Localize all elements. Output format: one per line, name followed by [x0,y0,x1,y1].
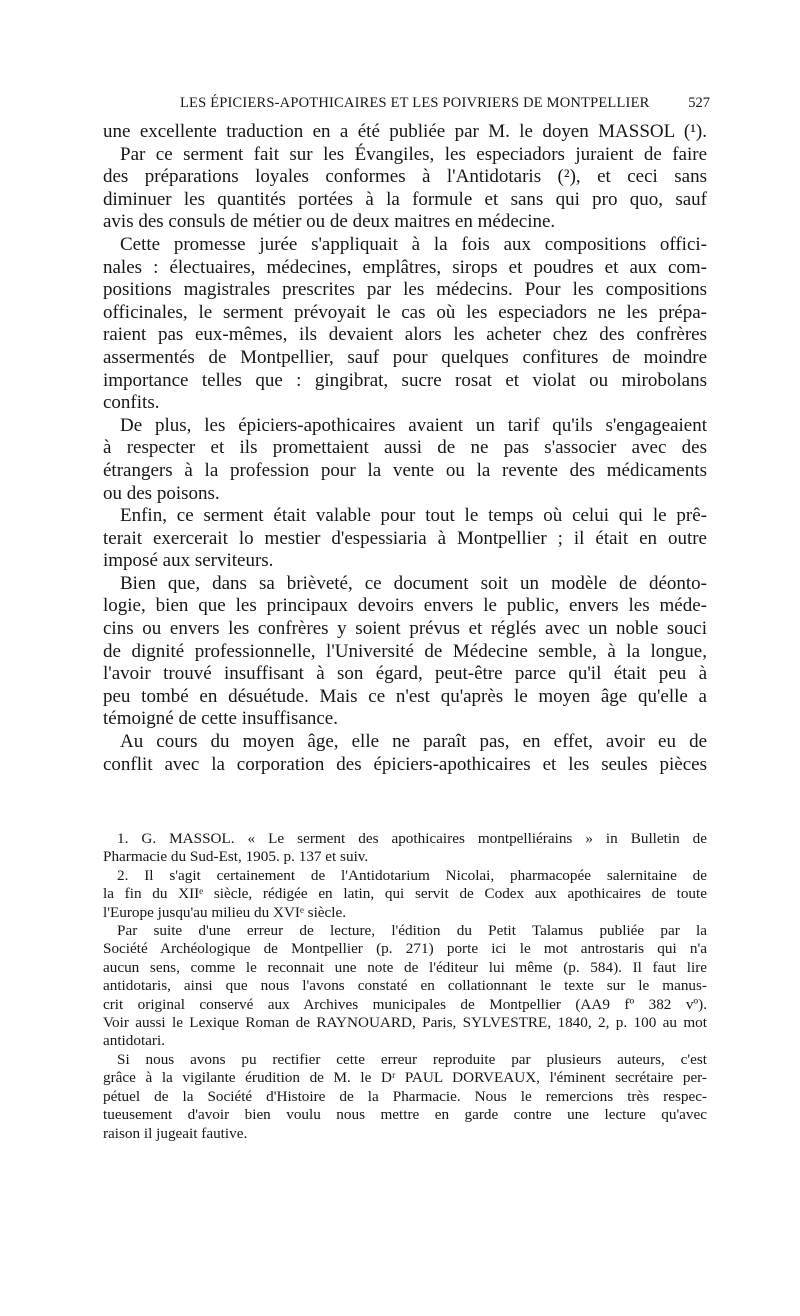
body-line: des préparations loyales conformes à l'Antidotaris (²), et ceci sans [103,166,707,188]
footnote-line: Voir aussi le Lexique Roman de RAYNOUARD, Paris, SYLVESTRE, 1840, 2, p. 100 au mot [103,1014,707,1032]
body-line: nales : électuaires, médecines, emplâtres, sirops et poudres et aux com- [103,256,707,278]
body-line: l'avoir trouvé insuffisant à son égard, peut-être parce qu'il était peu à [103,663,707,685]
running-header [140,95,710,119]
body-line: raient pas eux-mêmes, ils devaient alors les acheter chez des confrères [103,324,707,346]
body-line: ou des poisons. [103,482,220,504]
footnote-line: 2. Il s'agit certainement de l'Antidotarium Nicolai, pharmacopée salernitaine de [117,866,707,884]
footnote-line: antidotaris, ainsi que nous l'avons constaté en collationnant le texte sur le manus- [103,977,707,995]
body-line: De plus, les épiciers-apothicaires avaient un tarif qu'ils s'engageaient [120,414,707,436]
body-line: assermentés de Montpellier, sauf pour quelques confitures de moindre [103,346,707,368]
footnote-line: l'Europe jusqu'au milieu du XVIᵉ siècle. [103,903,347,921]
body-line: conflit avec la corporation des épiciers-apothicaires et les seules pièces [103,753,707,775]
footnote-line: Par suite d'une erreur de lecture, l'édition du Petit Talamus publiée par la [117,922,707,940]
footnote-line: la fin du XIIᵉ siècle, rédigée en latin, qui servit de Codex aux apothicaires de toute [103,885,707,903]
body-line: logie, bien que les principaux devoirs envers le public, envers les méde- [103,595,707,617]
body-line: importance telles que : gingibrat, sucre rosat et violat ou mirobolans [103,369,707,391]
footnote-line: grâce à la vigilante érudition de M. le Dʳ PAUL DORVEAUX, l'éminent secrétaire per- [103,1069,707,1087]
footnote-line: aucun sens, comme le reconnait une note de l'éditeur lui même (p. 584). Il faut lire [103,958,707,976]
body-line: témoigné de cette insuffisance. [103,708,338,730]
body-line: peu tombé en désuétude. Mais ce n'est qu'après le moyen âge qu'elle a [103,685,707,707]
footnote-line: antidotari. [103,1032,165,1050]
body-line: Par ce serment fait sur les Évangiles, les especiadors juraient de faire [120,143,707,165]
footnotes [103,830,707,1143]
body-line: une excellente traduction en a été publiée par M. le doyen MASSOL (¹). [103,121,707,142]
body-line: avis des consuls de métier ou de deux maitres en médecine. [103,211,556,233]
body-line: terait exercerait lo mestier d'espessiaria à Montpellier ; il était en outre [103,527,707,549]
body-line: Bien que, dans sa brièveté, ce document soit un modèle de déonto- [120,572,707,594]
footnote-line: Société Archéologique de Montpellier (p. 271) porte ici le mot antrostaris qui n'a [103,940,707,958]
body-text [103,121,707,776]
footnote-line: Si nous avons pu rectifier cette erreur reproduite par plusieurs auteurs, c'est [117,1050,707,1068]
footnote-line: raison il jugeait fautive. [103,1124,248,1142]
body-line: officinales, le serment prévoyait le cas où les especiadors ne les prépa- [103,301,707,323]
body-line: diminuer les quantités portées à la formule et sans qui pro quo, sauf [103,188,707,210]
body-line: Cette promesse jurée s'appliquait à la fois aux compositions offici- [120,233,707,255]
body-line: positions magistrales prescrites par les médecins. Pour les compositions [103,279,707,301]
body-line: cins ou envers les confrères y soient prévus et réglés avec un noble souci [103,618,707,640]
body-line: de dignité professionnelle, l'Université de Médecine semble, à la longue, [103,640,707,662]
body-line: confits. [103,392,160,414]
footnote-line: 1. G. MASSOL. « Le serment des apothicaires montpelliérains » in Bulletin de [117,830,707,847]
body-line: imposé aux serviteurs. [103,550,274,572]
footnote-line: pétuel de la Société d'Histoire de la Pharmacie. Nous le remercions très respec- [103,1087,707,1105]
footnote-line: crit original conservé aux Archives municipales de Montpellier (AA9 fº 382 vº). [103,995,707,1013]
body-line: étrangers à la profession pour la vente ou la revente des médicaments [103,459,707,481]
page-number: 527 [688,95,710,111]
body-line: Enfin, ce serment était valable pour tout le temps où celui qui le prê- [120,505,707,527]
footnote-line: tueusement d'avoir bien voulu nous mettre en garde contre une lecture qu'avec [103,1106,707,1124]
body-line: à respecter et ils promettaient aussi de ne pas s'associer avec des [103,437,707,459]
footnote-line: Pharmacie du Sud-Est, 1905. p. 137 et suiv. [103,848,369,866]
body-line: Au cours du moyen âge, elle ne paraît pas, en effet, avoir eu de [120,731,707,753]
running-title: LES ÉPICIERS-APOTHICAIRES ET LES POIVRIERS DE MONTPELLIER [180,95,650,111]
